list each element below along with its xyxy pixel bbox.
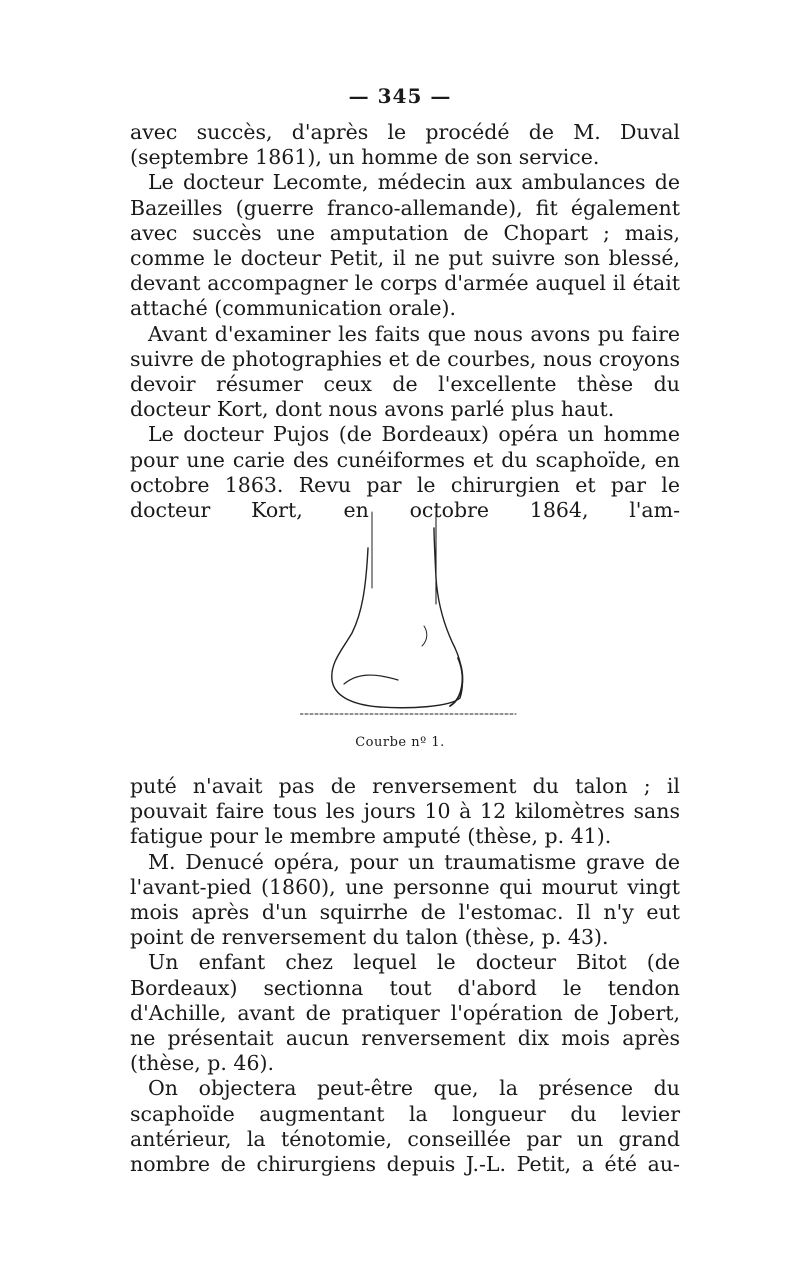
foot-outline [332, 528, 463, 708]
paragraph-3: Avant d'examiner les faits que nous avons pu faire suivre de photographies et de courbes, nous croyons devoir résumer ceux de l'excellente thèse du docteur Kort, dont nous avons parlé plus haut. [130, 321, 680, 422]
paragraph-6: M. Denucé opéra, pour un traumatisme grave de l'avant-pied (1860), une personne qui mourut vingt mois après d'un squirrhe de l'estomac. Il n'y eut point de renversement du talon (thèse, p. 43). [130, 849, 680, 950]
figure-caption: Courbe nº 1. [355, 735, 445, 750]
text-block-upper [130, 120, 680, 523]
paragraph-8: On objectera peut-être que, la présence du scaphoïde augmentant la longueur du levier antérieur, la ténotomie, conseillée par un grand nombre de chirurgiens depuis J.-L. Petit, a été au- [130, 1076, 680, 1177]
text-block-lower [130, 774, 680, 1177]
foot-curve-figure [300, 508, 530, 726]
paragraph-7: Un enfant chez lequel le docteur Bitot (de Bordeaux) sectionna tout d'abord le tendon d'Achille, avant de pratiquer l'opération de Jobert, ne présentait aucun renversement dix mois après (thèse, p. 46). [130, 950, 680, 1076]
heel-curve [450, 658, 462, 706]
page-number: — 345 — [348, 84, 452, 108]
ankle-mark [422, 626, 427, 646]
paragraph-2: Le docteur Lecomte, médecin aux ambulances de Bazeilles (guerre franco-allemande), fit également avec succès une amputation de Chopart ; mais, comme le docteur Petit, il ne put suivre son blessé, devant accompagner le corps d'armée auquel il était attaché (communication orale). [130, 170, 680, 321]
paragraph-5: puté n'avait pas de renversement du talon ; il pouvait faire tous les jours 10 à 12 kilomètres sans fatigue pour le membre amputé (thèse, p. 41). [130, 774, 680, 849]
sole-curve [344, 675, 398, 684]
paragraph-4: Le docteur Pujos (de Bordeaux) opéra un homme pour une carie des cunéiformes et du scaphoïde, en octobre 1863. Revu par le chirurgien et par le docteur Kort, en octobre 1864, l'am- [130, 422, 680, 523]
paragraph-1: avec succès, d'après le procédé de M. Duval (septembre 1861), un homme de son service. [130, 120, 680, 170]
